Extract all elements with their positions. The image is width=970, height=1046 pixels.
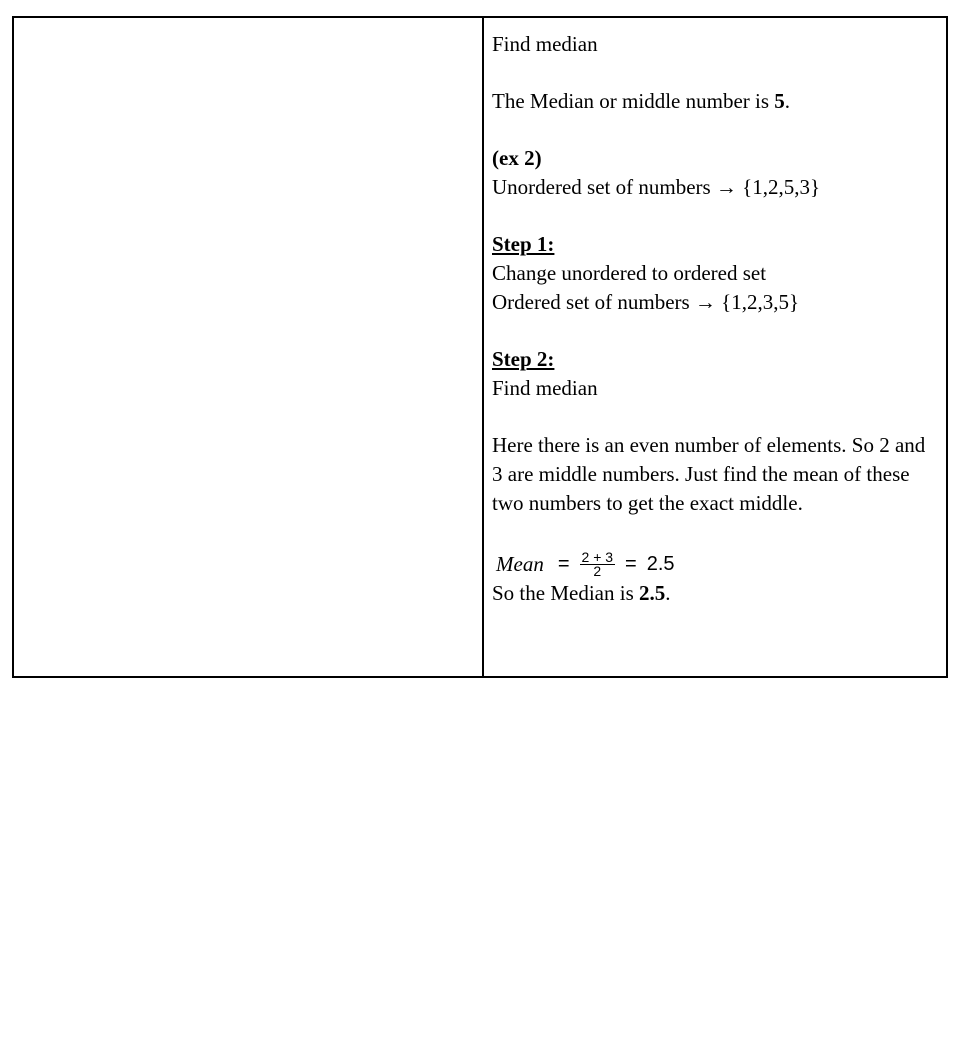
step-1-heading: Step 1: — [492, 232, 555, 256]
ordered-set: Ordered set of numbers → {1,2,3,5} — [492, 290, 800, 314]
median-conclusion: So the Median is 2.5. — [492, 581, 671, 605]
content-table — [12, 16, 948, 678]
fraction: $\frac{2 + 3}{2}$ — [581, 549, 614, 579]
median-statement: The Median or middle number is 5. — [492, 89, 791, 113]
explanation-paragraph: Here there is an even number of elements. So 2 and 3 are middle numbers. Just find the mean of these two numbers to get the exact middle. — [492, 433, 926, 515]
step-2-heading: Step 2: — [492, 347, 555, 371]
mean-equation: Mean = $\frac{2 + 3}{2}$ = 2.5 — [496, 549, 675, 579]
right-cell — [484, 18, 946, 676]
find-median-2: Find median — [492, 376, 598, 400]
left-cell — [14, 18, 484, 676]
unordered-set: Unordered set of numbers → {1,2,5,3} — [492, 175, 821, 199]
example-2-heading: (ex 2) — [492, 146, 542, 170]
find-median-1: Find median — [492, 32, 598, 56]
change-instruction: Change unordered to ordered set — [492, 261, 767, 285]
